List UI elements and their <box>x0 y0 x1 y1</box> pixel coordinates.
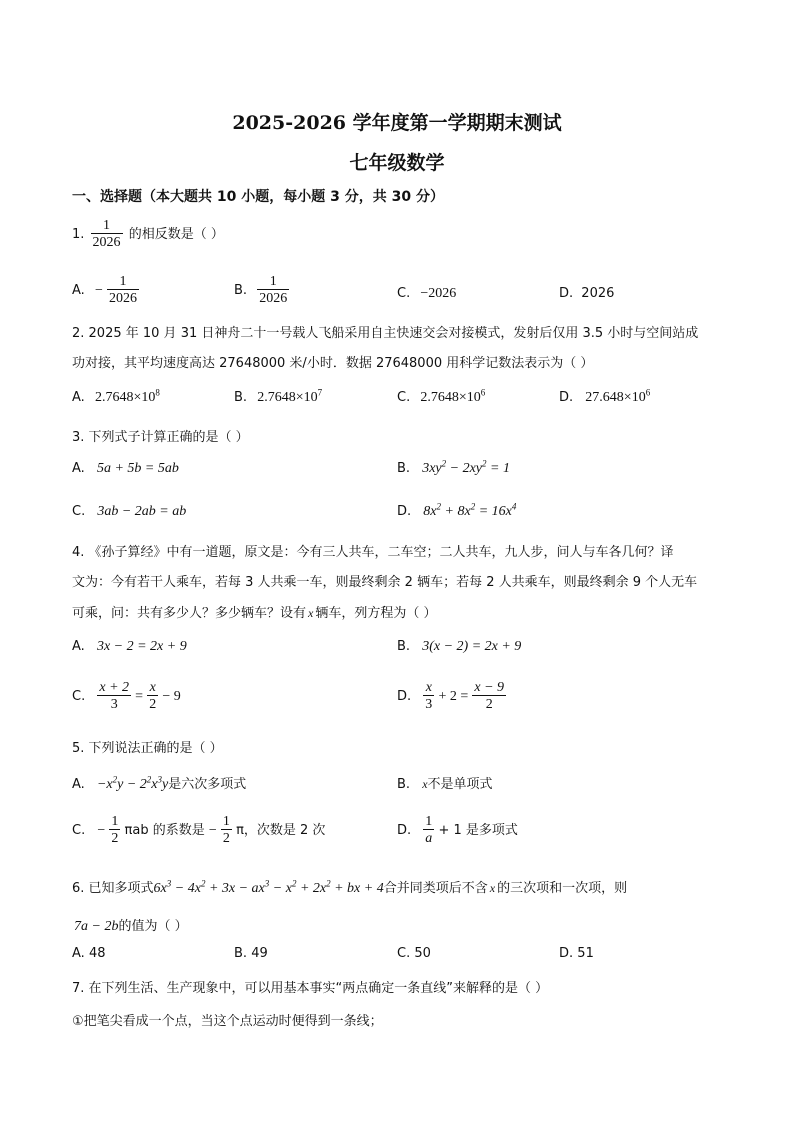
option-label: A. <box>72 777 85 792</box>
option-a <box>72 946 105 961</box>
option-label: A. <box>72 461 85 476</box>
expression: 7a − 2b <box>74 919 119 934</box>
option-label: B. <box>234 283 248 298</box>
option-a <box>72 773 246 793</box>
option-label: B. <box>234 946 248 961</box>
polynomial-expression: $6x^3 - 4x^2 + 3x - ax^3 - x^2 + 2x^2$ + bx + 4 <box>153 878 384 896</box>
text: 可乘，问：共有多少人？多少辆车？设有 <box>72 606 307 621</box>
option-label: D. <box>559 390 574 405</box>
expression-tail: − 9 <box>162 689 181 704</box>
text: 的三次项和一次项，则 <box>497 881 628 896</box>
option-b <box>234 387 323 406</box>
option-value: 2.7648×10 <box>257 390 318 405</box>
question-2-line-2: 功对接，其平均速度高达 27648000 米/小时．数据 27648000 用科学记数法表示为（ ） <box>72 356 594 371</box>
option-d <box>397 680 506 713</box>
option-label: A. <box>72 946 85 961</box>
option-label: A. <box>72 639 85 654</box>
question-6-line-1 <box>72 877 627 897</box>
question-3: 3. 下列式子计算正确的是（ ） <box>72 430 249 445</box>
fraction-numerator: 1 <box>222 814 230 829</box>
option-label: B. <box>397 777 411 792</box>
option-b <box>397 639 521 655</box>
equals-sign: = <box>135 689 144 704</box>
fraction-numerator: x <box>147 680 158 696</box>
fraction-denominator: 2 <box>222 831 230 846</box>
expression: $3xy^2 - 2xy^2 = 1$ <box>422 458 510 476</box>
expression: 3x − 2 = 2x + 9 <box>96 639 187 654</box>
option-label: A. <box>72 283 85 298</box>
fraction-numerator: 1 <box>91 218 123 234</box>
fraction-denominator: a <box>425 831 433 846</box>
option-label: B. <box>397 639 411 654</box>
option-label: D. <box>397 504 412 519</box>
option-d <box>559 946 594 961</box>
question-7: 7. 在下列生活、生产现象中，可以用基本事实“两点确定一条直线”来解释的是（ ） <box>72 981 549 996</box>
expression-middle: + 2 = <box>438 689 469 704</box>
option-b <box>397 773 493 792</box>
fraction <box>472 680 506 713</box>
option-a <box>72 461 179 477</box>
option-a <box>72 639 187 655</box>
expression: 3ab − 2ab = ab <box>97 504 187 519</box>
fraction-denominator: 2 <box>111 831 119 846</box>
option-value: 50 <box>414 946 431 961</box>
option-label: D. <box>559 286 574 301</box>
option-label: D. <box>559 946 574 961</box>
fraction <box>147 680 158 713</box>
option-label: B. <box>397 461 411 476</box>
fraction <box>91 218 123 251</box>
option-d <box>397 501 517 520</box>
fraction <box>423 814 434 847</box>
option-label: B. <box>234 390 248 405</box>
text: 是六次多项式 <box>168 777 247 792</box>
fraction-numerator: 1 <box>425 814 433 829</box>
question-number: 1. <box>72 227 85 242</box>
fraction <box>97 680 131 713</box>
fraction-numerator: 1 <box>111 814 119 829</box>
option-label: C. <box>397 390 411 405</box>
variable: x <box>308 606 314 620</box>
text: π，次数是 2 次 <box>236 823 326 838</box>
option-d <box>559 387 651 406</box>
option-b <box>234 274 289 307</box>
option-value: 2.7648×10 <box>94 390 156 405</box>
text: + 1 是多项式 <box>438 823 518 838</box>
text: 辆车，列方程为（ ） <box>315 606 437 621</box>
option-c <box>397 286 456 302</box>
option-value: 49 <box>251 946 268 961</box>
question-4-line-3 <box>72 602 436 621</box>
question-6-line-2 <box>74 915 188 935</box>
question-4-line-2: 文为：今有若干人乘车，若每 3 人共乘一车，则最终剩余 2 辆车；若每 2 人共乘车，则最终剩余 9 个人无车 <box>72 575 698 590</box>
option-c <box>397 946 431 961</box>
exam-title: 2025-2026 学年度第一学期期末测试 <box>232 112 562 134</box>
text: 不是单项式 <box>427 777 493 792</box>
option-label: A. <box>72 390 85 405</box>
fraction-denominator: 2 <box>485 697 493 712</box>
exponent: 6 <box>480 387 486 398</box>
option-label: C. <box>72 504 86 519</box>
option-c <box>72 680 181 713</box>
fraction-numerator: 1 <box>107 274 139 290</box>
option-label: C. <box>397 946 411 961</box>
option-d <box>397 814 518 847</box>
fraction <box>423 680 434 713</box>
text: 的值为（ ） <box>118 919 188 934</box>
option-label: C. <box>397 286 411 301</box>
exam-subtitle: 七年级数学 <box>349 152 445 174</box>
question-text: 的相反数是（ ） <box>128 227 224 242</box>
text: 合并同类项后不含 <box>383 881 488 896</box>
option-label: C. <box>72 823 86 838</box>
option-value: 27.648×10 <box>585 390 646 405</box>
exponent: 6 <box>645 387 651 398</box>
fraction <box>107 274 139 307</box>
fraction-denominator: 2026 <box>259 291 288 306</box>
fraction-numerator: x − 9 <box>474 680 505 695</box>
question-2-line-1: 2. 2025 年 10 月 31 日神舟二十一号载人飞船采用自主快速交会对接模式，发射后仅用 3.5 小时与空间站成 <box>72 326 699 341</box>
option-c <box>397 387 486 406</box>
question-4-line-1: 4. 《孙子算经》中有一道题，原文是：今有三人共车，二车空；二人共车，九人步，问人与车各几何？译 <box>72 545 674 560</box>
exponent: 7 <box>317 387 323 398</box>
text: 6. 已知多项式 <box>72 881 154 896</box>
fraction-numerator: x + 2 <box>99 680 130 695</box>
expression: $8x^2 + 8x^2 = 16x^4$ <box>423 501 517 519</box>
fraction <box>257 274 289 307</box>
variable: x <box>422 777 428 791</box>
expression: 5a + 5b = 5ab <box>96 461 179 476</box>
option-value: 51 <box>577 946 594 961</box>
question-5: 5. 下列说法正确的是（ ） <box>72 741 223 756</box>
option-value: −2026 <box>420 286 457 301</box>
option-c <box>72 504 186 520</box>
option-label: D. <box>397 689 412 704</box>
expression: $-x^2y - 2^2x^3y$ <box>96 774 169 792</box>
option-value: 2.7648×10 <box>420 390 481 405</box>
fraction-denominator: 3 <box>425 697 433 712</box>
option-label: C. <box>72 689 86 704</box>
question-1 <box>72 218 224 251</box>
option-d <box>559 286 614 301</box>
option-a <box>72 274 139 307</box>
option-value: 2026 <box>581 286 615 301</box>
fraction <box>109 814 120 847</box>
fraction-numerator: 1 <box>257 274 289 290</box>
exponent: 8 <box>155 387 160 398</box>
question-7-item-1: ①把笔尖看成一个点，当这个点运动时便得到一条线； <box>72 1014 383 1029</box>
variable: x <box>489 881 496 895</box>
section-heading: 一、选择题（本大题共 10 小题，每小题 3 分，共 30 分） <box>72 189 444 205</box>
fraction-numerator: x <box>423 680 434 696</box>
minus-sign: − <box>97 823 106 838</box>
option-b <box>397 458 510 477</box>
option-c: C. − $\frac{1}{2}$ πab 的系数是 − $\frac{1}{2}$ π，次数是 2 次 <box>72 814 326 846</box>
option-value: 48 <box>88 946 106 961</box>
expression: 3(x − 2) = 2x + 9 <box>422 639 522 654</box>
option-b <box>234 946 268 961</box>
fraction-denominator: 2026 <box>108 291 137 306</box>
option-a <box>72 387 160 406</box>
fraction-denominator: 3 <box>110 697 118 712</box>
fraction-denominator: 2 <box>149 697 157 712</box>
minus-sign: − <box>94 283 103 298</box>
text: πab 的系数是 <box>124 823 205 838</box>
fraction <box>221 814 232 847</box>
option-label: D. <box>397 823 412 838</box>
fraction-denominator: 2026 <box>92 235 121 250</box>
